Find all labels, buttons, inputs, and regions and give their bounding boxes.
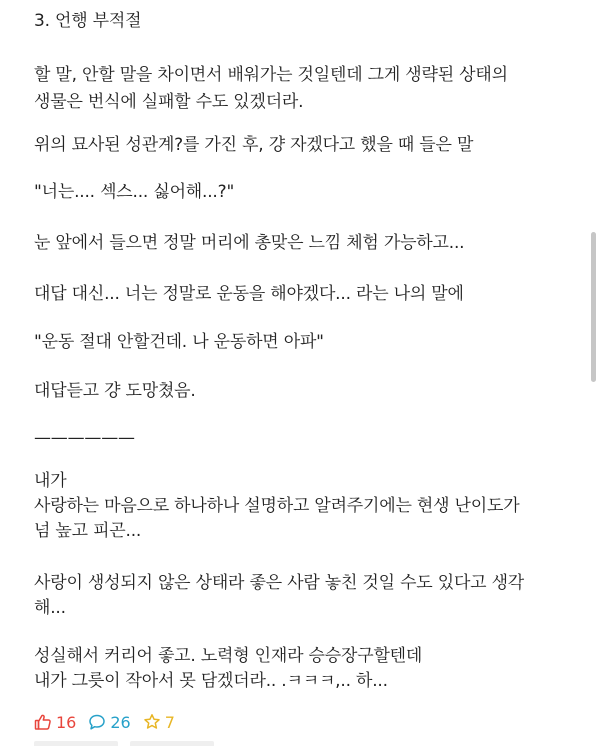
toolbar-tab[interactable] bbox=[34, 741, 118, 746]
post-text-line: 사랑하는 마음으로 하나하나 설명하고 알려주기에는 현생 난이도가 bbox=[34, 496, 520, 516]
post-text-line: 눈 앞에서 들으면 정말 머리에 총맞은 느낌 체험 가능하고... bbox=[34, 233, 465, 253]
post-text-line: 생물은 번식에 실패할 수도 있겠더라. bbox=[34, 92, 304, 112]
post-text-line: "운동 절대 안할건데. 나 운동하면 아파" bbox=[34, 332, 324, 352]
post-text-line: 위의 묘사된 성관계?를 가진 후, 걍 자겠다고 했을 때 들은 말 bbox=[34, 135, 474, 155]
post-text-line: "너는.... 섹스... 싫어해...?" bbox=[34, 182, 235, 202]
star-icon bbox=[143, 713, 161, 731]
comment-count: 26 bbox=[110, 712, 131, 732]
post-text-line: 대답듣고 걍 도망쳤음. bbox=[34, 381, 196, 401]
scrollbar[interactable] bbox=[591, 232, 596, 382]
speech-bubble-icon bbox=[88, 713, 106, 731]
star-count: 7 bbox=[164, 712, 175, 732]
thumbs-up-icon bbox=[34, 713, 52, 731]
post-text-line: 할 말, 안할 말을 차이면서 배워가는 것일텐데 그게 생략된 상태의 bbox=[34, 65, 508, 85]
post-text-line: 사랑이 생성되지 않은 상태라 좋은 사람 놓친 것일 수도 있다고 생각 bbox=[34, 573, 525, 593]
separator-line: —————— bbox=[34, 428, 135, 448]
post-stats bbox=[34, 711, 175, 733]
toolbar-tab[interactable] bbox=[130, 741, 214, 746]
comment-button[interactable] bbox=[88, 713, 130, 732]
post-text-line: 내가 그릇이 작아서 못 담겠더라.. .ㅋㅋㅋ,.. 하... bbox=[34, 671, 388, 691]
bottom-toolbar bbox=[34, 741, 214, 746]
post-text-line: 넘 높고 피곤... bbox=[34, 521, 142, 541]
post-text-line: 내가 bbox=[34, 471, 67, 491]
star-button[interactable] bbox=[143, 713, 175, 732]
post-text-line: 성실해서 커리어 좋고. 노력형 인재라 승승장구할텐데 bbox=[34, 646, 423, 666]
post-text-line: 해... bbox=[34, 598, 66, 618]
like-button[interactable] bbox=[34, 713, 76, 732]
post-text-line: 대답 대신... 너는 정말로 운동을 해야겠다... 라는 나의 말에 bbox=[34, 284, 464, 304]
section-heading: 3. 언행 부적절 bbox=[34, 11, 142, 31]
like-count: 16 bbox=[56, 712, 77, 732]
